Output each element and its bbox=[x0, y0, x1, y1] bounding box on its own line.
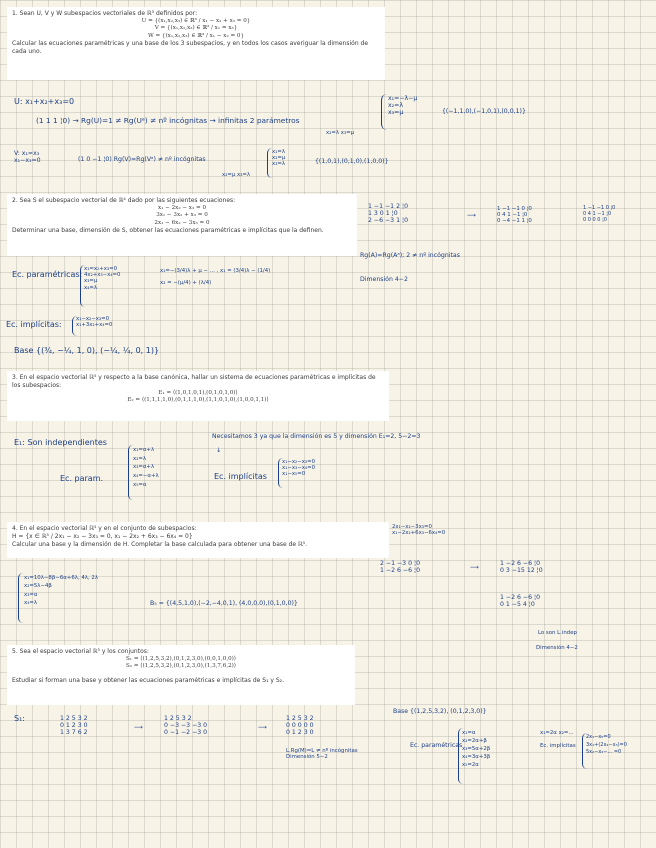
ex2-matrix-2: 1 −1 −1 0 ¦0 0 4 1 −1 ¦0 0 −4 −1 1 ¦0 bbox=[497, 206, 532, 225]
ex3-label: E₁: Son independientes bbox=[14, 438, 107, 447]
ex4-matrix-3: 1 −2 6 −6 ¦0 0 1 −5 4 ¦0 bbox=[500, 594, 541, 609]
ex3-param-label: Ec. param. bbox=[60, 474, 104, 483]
exercise-3-statement bbox=[7, 371, 389, 421]
ex2-param-label: Ec. paramétricas: bbox=[12, 270, 83, 279]
ex4-equations: 2x₁−x₂−3x₃=0 x₁−2x₂+6x₃−6x₄=0 bbox=[392, 524, 446, 537]
exercise-5-question: Estudiar si forman una base y obtener las ecuaciones paramétricas e implícitas de S₁ y S₂. bbox=[12, 676, 284, 684]
ex4-matrix-1: 2 −1 −3 0 ¦0 1 −2 6 −6 ¦0 bbox=[380, 560, 421, 575]
exercise-5-def-s1: S₁ = ⟨(1,2,5,3,2),(0,1,2,3,0),(0,0,1,0,0)⟩ bbox=[125, 656, 237, 663]
ex3-impl-system: x₁−x₂−x₃=0 x₁−x₃−x₄=0 x₁−x₅=0 bbox=[282, 459, 316, 478]
ex4-base: B₅ = {(4,5,1,0),(−2,−4,0,1), (4,0,0,0),(0,1,0,0)} bbox=[150, 600, 298, 607]
ex1-u-equation: U: x₁+x₂+x₃=0 bbox=[14, 97, 75, 106]
ex2-param-system: x₁=x₂+x₃=0 4x₂+x₃−x₄=0 x₃=μ x₄=λ bbox=[84, 266, 121, 291]
ex3-arrow: ↓ bbox=[216, 447, 222, 454]
ex4-matrix-2: 1 −2 6 −6 ¦0 0 3 −15 12 ¦0 bbox=[500, 560, 543, 575]
ex5-arrow-1: ⟶ bbox=[134, 724, 143, 731]
exercise-3-intro: 3. En el espacio vectorial ℝ⁵ y respecto a la base canónica, hallar un sistema de ecuaciones paramétricas e implícitas de los subespacios: bbox=[12, 374, 376, 390]
ex1-u-brace bbox=[381, 94, 387, 130]
exercise-1-question: Calcular las ecuaciones paramétricas y una base de los 3 subespacios, y en todos los casos averiguar la dimensión de cada uno. bbox=[12, 39, 369, 55]
exercise-2-intro: 2. Sea S el subespacio vectorial de ℝ⁴ dado por las siguientes ecuaciones: bbox=[12, 197, 236, 204]
ex2-base: Base {(¾, −¼, 1, 0), (−¼, ¼, 0, 1)} bbox=[14, 346, 160, 355]
exercise-2-eq-1: x₁ − 2x₂ − x₃ = 0 bbox=[157, 205, 207, 212]
ex5-matrix-2: 1 2 5 3 2 0 −3 −3 −3 0 0 −1 −2 −3 0 bbox=[164, 715, 208, 737]
exercise-2-question: Determinar una base, dimensión de S, obtener las ecuaciones paramétricas e implícitas que la definen. bbox=[12, 226, 324, 234]
ex4-dimension: Dimensión 4−2 bbox=[536, 645, 578, 651]
ex5-impl-system: 2x₁−x₅=0 3x₁+(2x₂−x₃)=0 5x₂−x₃−... =0 bbox=[586, 734, 627, 755]
exercise-2-eq-3: 2x₁ − 6x₂ − 3x₃ = 0 bbox=[154, 219, 210, 226]
ex5-base: Base {(1,2,5,3,2), (0,1,2,3,0)} bbox=[393, 708, 487, 715]
ex3-note: Necesitamos 3 ya que la dimensión es 5 y dimensión E₁=2, 5−2=3 bbox=[212, 433, 421, 440]
ex2-matrix-3: 1 −1 −1 0 ¦0 0 4 1 −1 ¦0 0 0 0 0 ¦0 bbox=[583, 205, 616, 223]
ex5-impl-work: x₁=2α x₂=... bbox=[540, 730, 574, 736]
ex4-system-brace bbox=[18, 573, 23, 623]
exercise-4-def: H = {x ∈ ℝ⁵ / 2x₁ − x₂ − 3x₃ = 0, x₁ − 2x₂ + 6x₃ − 6x₄ = 0} bbox=[12, 533, 193, 541]
exercise-1-def-w: W = {(x₁,x₂,x₃) ∈ ℝ³ / x₁ − x₂ = 0} bbox=[147, 32, 245, 39]
ex2-dimension: Dimensión 4−2 bbox=[360, 276, 408, 283]
exercise-1-def-v: V = {(x₁,x₂,x₃) ∈ ℝ³ / x₁ = x₃} bbox=[154, 25, 238, 32]
ex5-rank-note: L.Rg(M)=L ≠ nº incógnitas Dimensión 5−2 bbox=[286, 748, 358, 761]
exercise-4-intro: 4. En el espacio vectorial ℝ⁵ y en el conjunto de subespacios: bbox=[12, 525, 197, 532]
ex5-label: S₁: bbox=[14, 714, 25, 723]
ex4-system: x₁=10λ−8β−6α+6λ, 4λ, 2λ x₂=5λ−4β x₃=α x₄=λ bbox=[24, 575, 99, 607]
ex5-arrow-2: ⟶ bbox=[258, 724, 267, 731]
ex4-arrow: ⟶ bbox=[470, 564, 479, 571]
ex1-u-rank: (1 1 1 ¦0) → Rg(U)=1 ≠ Rg(Uᵃ) ≠ nº incógnitas → infinitas 2 parámetros bbox=[36, 116, 300, 125]
ex5-param-label: Ec. paramétricas bbox=[410, 742, 463, 749]
ex4-independent: Lo son L.indep bbox=[538, 630, 577, 636]
ex5-matrix-1: 1 2 5 3 2 0 1 2 3 0 1 3 7 6 2 bbox=[60, 715, 88, 737]
ex1-u-system: x₁=−λ−μ x₂=λ x₃=μ bbox=[388, 95, 418, 117]
ex1-v-rank: (1 0 −1 ¦0) Rg(V)=Rg(Vᵃ) ≠ nº incógnitas bbox=[78, 156, 206, 163]
exercise-3-def-e1: E₁ = ⟨(1,0,1,0,1),(0,1,0,1,0)⟩ bbox=[158, 390, 238, 397]
ex5-matrix-3: 1 2 5 3 2 0 0 0 0 0 0 1 2 3 0 bbox=[286, 715, 314, 737]
ex2-impl-system: x₁−x₂−x₃=0 x₁+3x₂+x₄=0 bbox=[76, 316, 113, 329]
exercise-2-eq-2: 3x₁ − 3x₂ + x₃ = 0 bbox=[156, 212, 208, 219]
ex2-impl-label: Ec. implícitas: bbox=[6, 320, 62, 329]
ex2-param-work: x₁=−(3/4)λ + μ − ... , x₁ = (3/4)λ − (1/4) bbox=[160, 268, 271, 274]
ex2-arrow: ⟶ bbox=[467, 212, 476, 219]
exercise-1-statement bbox=[7, 7, 385, 80]
exercise-4-question: Calcular una base y la dimensión de H. Completar la base calculada para obtener una base de ℝ⁵. bbox=[12, 541, 308, 549]
ex2-matrix-1: 1 −1 −1 2 ¦0 1 3 0 1 ¦0 2 −6 −3 1 ¦0 bbox=[368, 203, 409, 225]
ex3-impl-label: Ec. implícitas bbox=[214, 472, 267, 481]
ex1-v-base: {(1,0,1),(0,1,0),(1,0,0)} bbox=[315, 158, 389, 165]
ex5-param-system: x₁=α x₂=2α+β x₃=5α+2β x₄=3α+3β x₅=2α bbox=[462, 730, 491, 769]
ex1-u-params: x₂=λ x₃=μ bbox=[326, 130, 355, 136]
exercise-4-statement bbox=[7, 522, 389, 558]
ex5-impl-label: Ec. implícitas bbox=[540, 743, 576, 749]
ex1-u-base: {(−1,1,0),(−1,0,1),(0,0,1)} bbox=[442, 108, 526, 115]
ex2-rank: Rg(A)=Rg(Aᵃ); 2 ≠ nº incógnitas bbox=[360, 252, 460, 259]
exercise-1-intro: 1. Sean U, V y W subespacios vectoriales de ℝ³ definidos por: bbox=[12, 10, 198, 17]
ex1-v-system: x₁=λ x₂=μ x₃=λ bbox=[272, 149, 286, 168]
exercise-5-statement bbox=[7, 645, 355, 705]
ex3-param-system: x₁=α+λ x₂=λ x₃=α+λ x₄=−α+λ x₅=α bbox=[133, 447, 159, 488]
ex2-param-work-2: x₂ = −(μ/4) + (λ/4) bbox=[160, 280, 212, 286]
ex1-v-params: x₂=μ x₃=λ bbox=[222, 172, 251, 178]
exercise-1-def-u: U = {(x₁,x₂,x₃) ∈ ℝ³ / x₁ − x₂ + x₃ = 0} bbox=[141, 18, 251, 25]
exercise-5-intro: 5. Sea el espacio vectorial ℝ⁵ y los conjuntos: bbox=[12, 648, 149, 655]
exercise-3-def-e2: E₂ = ⟨(1,1,1,1,0),(0,1,1,1,0),(1,1,0,1,0),(1,0,0,1,1)⟩ bbox=[127, 397, 269, 404]
exercise-5-def-s2: S₂ = ⟨(1,2,5,3,2),(0,1,2,3,0),(1,3,7,6,2)⟩ bbox=[125, 663, 237, 670]
ex1-v-equation: V: x₁=x₃ x₁−x₃=0 bbox=[14, 150, 41, 165]
exercise-2-statement bbox=[7, 194, 357, 256]
